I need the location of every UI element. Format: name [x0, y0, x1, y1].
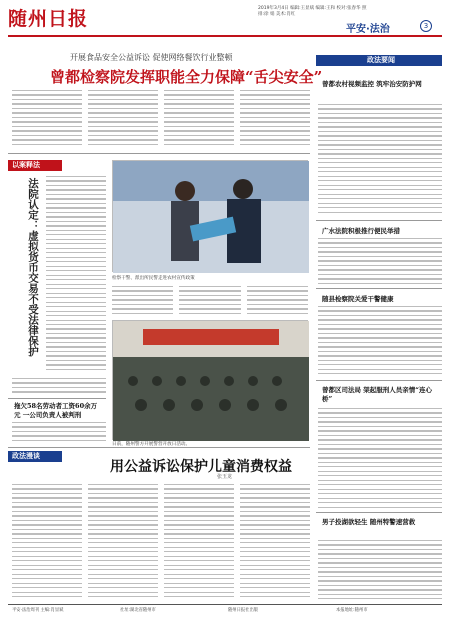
left-divider: [8, 398, 106, 399]
bottom-headline: 用公益诉讼保护儿童消费权益: [110, 459, 292, 475]
footer-col-4: 本报地址:随州市: [336, 608, 368, 613]
bottom-byline: 张玉龙: [217, 474, 233, 480]
photo-scene: [113, 161, 309, 273]
right-divider-1: [316, 220, 442, 221]
right-story-4: [318, 408, 442, 508]
left-story-text-lower: [12, 378, 106, 394]
left-story-text: [46, 176, 106, 372]
lead-divider: [8, 153, 310, 154]
right-divider-2: [316, 288, 442, 289]
photo-meeting-hall: [112, 320, 308, 440]
footer-col-3: 随州日报社出版: [228, 608, 259, 613]
lead-headline: 曾都检察院发挥职能全力保障“舌尖安全”: [50, 68, 323, 86]
right-story-3: [318, 306, 442, 376]
right-divider-4: [316, 512, 442, 513]
middle-story-text: [112, 286, 308, 316]
section-title: 平安·法治: [346, 24, 390, 35]
footer-rule: [8, 604, 442, 605]
right-headline-5: 男子投湖欲轻生 随州特警速营救: [322, 518, 416, 526]
right-headline-3: 随县检察院关爱干警健康: [322, 295, 394, 303]
bottom-tag: 政法漫谈: [8, 451, 62, 462]
masthead-rule: [8, 35, 442, 37]
left-column-tag: 以案释法: [8, 160, 62, 171]
photo-caption-top: 检察干警、派出所民警走进农村宣传政策: [112, 276, 195, 281]
right-divider-3: [316, 380, 442, 381]
right-story-2: [318, 238, 442, 284]
bottom-divider: [8, 447, 310, 448]
right-headline-4: 曾都区司法局 架起服刑人员亲情“连心桥”: [322, 386, 433, 403]
footer-col-2: 社址:湖北省随州市: [120, 608, 156, 613]
newspaper-logo: 随州日报: [8, 8, 89, 30]
masthead-info: 2019年3月4日 编辑:王显斌 编辑:王和 校对:张春华 照排:徐 娟 美术:肖红: [258, 6, 367, 17]
left-small-story-text: [12, 422, 106, 442]
lead-body-text: [12, 90, 310, 148]
photo-caption-bottom: 日前，随州警方开展警营开放日活动。: [112, 442, 191, 447]
right-headline-2: 广水法院积极推行便民举措: [322, 227, 400, 235]
bottom-body-text: [12, 484, 310, 600]
left-vertical-headline: 法院认定：虚拟货币交易不受法律保护: [27, 178, 39, 357]
footer-col-1: 平安·法治周刊 主编:肖显斌: [12, 608, 64, 613]
right-headline-1: 曾都农村视频监控 筑牢治安防护网: [322, 80, 422, 88]
page-number: 3: [420, 20, 432, 32]
lead-subhead: 开展食品安全公益诉讼 促使网络餐饮行业整顿: [70, 53, 233, 62]
right-column-tag: 政法要闻: [316, 55, 442, 66]
right-story-1: [318, 104, 442, 216]
photo-police-prosecutor: [112, 160, 308, 272]
right-story-5: [318, 540, 442, 600]
photo-crowd: [113, 321, 309, 441]
left-small-headline: 拖欠58名劳动者工资60余万元 一公司负责人被判刑: [14, 402, 98, 419]
